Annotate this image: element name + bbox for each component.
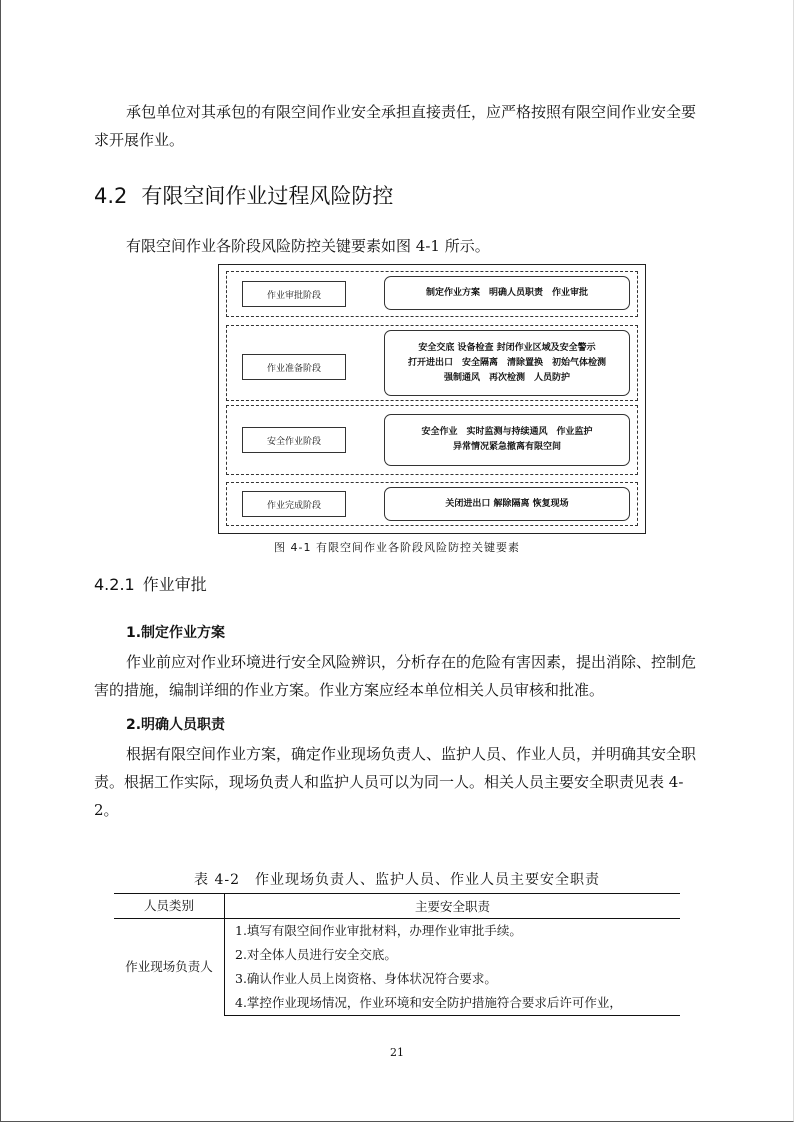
stage-line: 制定作业方案 明确人员职责 作业审批: [425, 287, 588, 298]
item-heading: 2.明确人员职责: [126, 717, 226, 733]
role-text: 作业现场负责人: [125, 959, 213, 975]
duty-cell: 3.确认作业人员上岗资格、身体状况符合要求。: [235, 971, 497, 986]
stage-label: 作业审批阶段: [242, 281, 346, 307]
stage-line: 强制通风 再次检测 人员防护: [443, 372, 570, 383]
table-caption: 表 4-2 作业现场负责人、监护人员、作业人员主要安全职责: [194, 872, 600, 888]
stage-label: 作业完成阶段: [242, 491, 346, 517]
duties-table: [114, 893, 680, 1016]
item-paragraph: 根据有限空间作业方案，确定作业现场负责人、监护人员、作业人员，并明确其安全职责。根据工作实际，现场负责人和监护人员可以为同一人。相关人员主要安全职责见表 4-2。: [94, 745, 697, 819]
stage-content: [384, 487, 630, 521]
section-heading-4-2-1: [94, 572, 207, 595]
duty-cell: 2.对全体人员进行安全交底。: [235, 947, 397, 962]
item-paragraph: 作业前应对作业环境进行安全风险辨识，分析存在的危险有害因素，提出消除、控制危害的措施，编制详细的作业方案。作业方案应经本单位相关人员审核和批准。: [94, 653, 697, 699]
stage-line: 异常情况紧急撤离有限空间: [452, 442, 561, 452]
stage-label: 作业准备阶段: [242, 354, 346, 380]
stage-group-completion: [226, 482, 638, 526]
section-heading-4-2: [94, 180, 393, 210]
section-number: 4.2: [94, 184, 128, 208]
stage-group-approval: [226, 271, 638, 317]
stage-line: 安全作业 实时监测与持续通风 作业监护: [421, 427, 593, 437]
role-cell: [114, 919, 225, 1016]
stage-line: 安全交底 设备检查 封闭作业区域及安全警示: [418, 342, 596, 353]
figure-4-1: [218, 264, 646, 534]
stage-group-operation: [226, 405, 638, 475]
duty-cell: 1.填写有限空间作业审批材料，办理作业审批手续。: [235, 923, 522, 938]
intro-paragraph: 承包单位对其承包的有限空间作业安全承担直接责任，应严格按照有限空间作业安全要求开展作业。: [94, 103, 697, 149]
table-header-cell: 主要安全职责: [225, 894, 681, 919]
section-title: 作业审批: [142, 575, 207, 594]
stage-content: [384, 330, 630, 396]
stage-group-preparation: [226, 325, 638, 401]
duty-cell: 4.掌控作业现场情况，作业环境和安全防护措施符合要求后许可作业，: [225, 991, 681, 1016]
stage-content: [384, 414, 630, 466]
figure-intro: 有限空间作业各阶段风险防控关键要素如图 4-1 所示。: [126, 237, 490, 255]
page-number: 21: [390, 1046, 404, 1059]
section-title: 有限空间作业过程风险防控: [141, 184, 394, 208]
figure-caption: 图 4-1 有限空间作业各阶段风险防控关键要素: [274, 541, 520, 554]
stage-line: 打开进出口 安全隔离 清除置换 初始气体检测: [407, 357, 606, 368]
table-header-cell: 人员类别: [114, 894, 225, 919]
section-number: 4.2.1: [94, 575, 135, 594]
table-row: [114, 919, 680, 944]
table-header-row: [114, 894, 680, 919]
stage-content: [384, 276, 630, 310]
item-heading: 1.制定作业方案: [126, 625, 226, 641]
stage-label: 安全作业阶段: [242, 427, 346, 453]
stage-line: 关闭进出口 解除隔离 恢复现场: [445, 498, 569, 509]
